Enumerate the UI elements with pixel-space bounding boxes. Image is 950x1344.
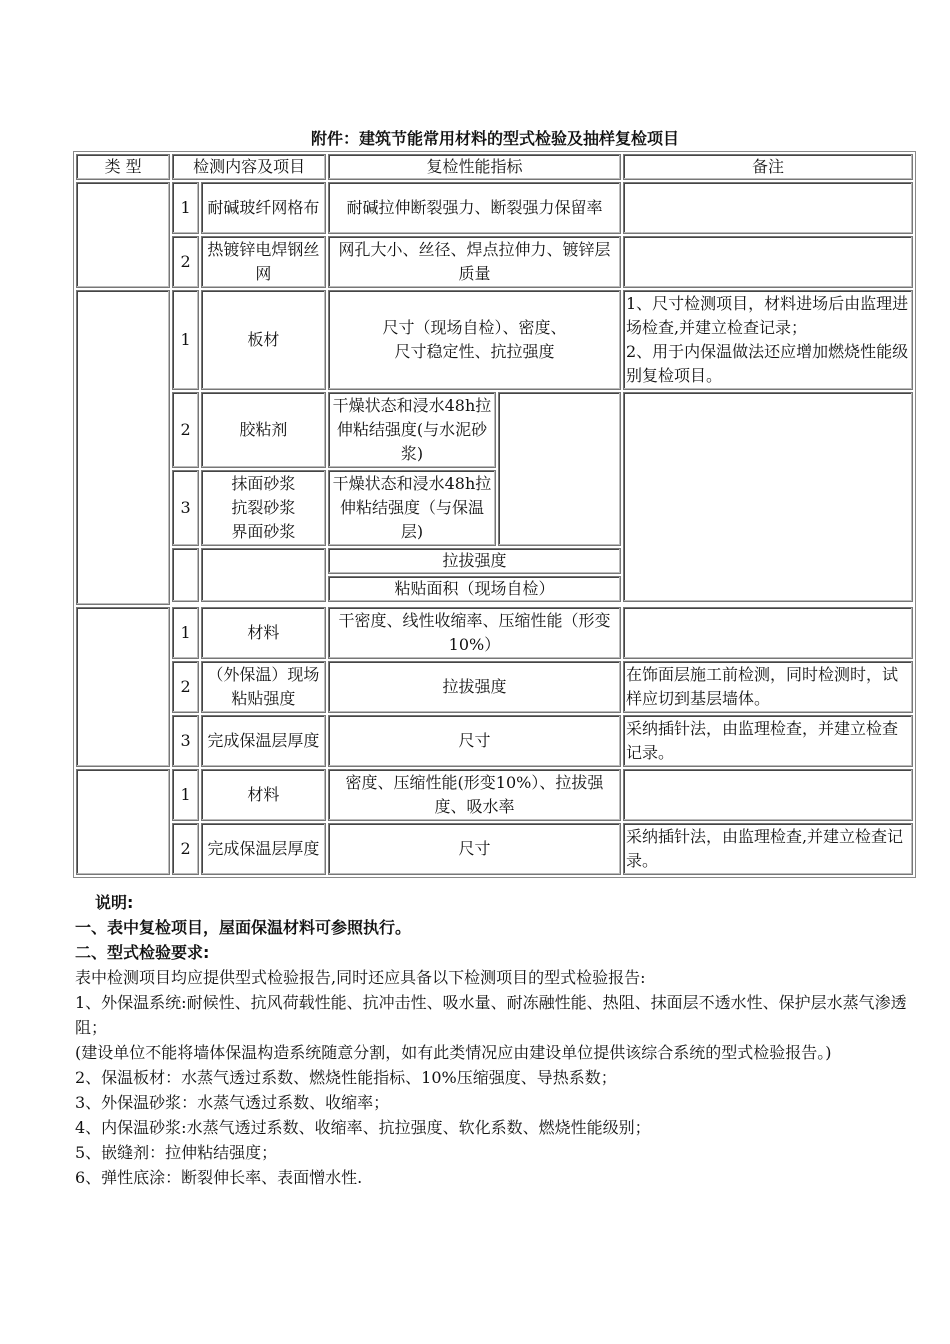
item-cell: 热镀锌电焊钢丝网 bbox=[201, 236, 326, 288]
note-paragraph: 表中检测项目均应提供型式检验报告,同时还应具备以下检测项目的型式检验报告: bbox=[75, 968, 646, 987]
remark-cell: 采纳插针法，由监理检查,并建立检查记录。 bbox=[623, 823, 913, 875]
table-row bbox=[76, 607, 913, 659]
row-number: 1 bbox=[172, 290, 199, 390]
indicator-cell: 干燥状态和浸水48h拉伸粘结强度（与保温层) bbox=[328, 470, 496, 546]
item-cell: 抹面砂浆 抗裂砂浆 界面砂浆 bbox=[201, 470, 326, 546]
row-number: 1 bbox=[172, 182, 199, 234]
row-number: 2 bbox=[172, 392, 199, 468]
empty-cell bbox=[498, 392, 621, 546]
document-title: 附件：建筑节能常用材料的型式检验及抽样复检项目 bbox=[310, 129, 679, 148]
item-cell: （外保温）现场粘贴强度 bbox=[201, 661, 326, 713]
note-paragraph: (建设单位不能将墙体保温构造系统随意分割，如有此类情况应由建设单位提供该综合系统的型式检验报告。) bbox=[75, 1043, 832, 1062]
note-paragraph: 1、外保温系统:耐候性、抗风荷载性能、抗冲击性、吸水量、耐冻融性能、热阻、抹面层不透水性、保护层水蒸气渗透阻； bbox=[75, 993, 907, 1037]
item-cell: 材料 bbox=[201, 607, 326, 659]
row-number: 3 bbox=[172, 715, 199, 767]
indicator-cell: 拉拔强度 bbox=[328, 661, 621, 713]
note-paragraph: 6、弹性底涂：断裂伸长率、表面憎水性. bbox=[75, 1168, 363, 1187]
indicator-cell: 尺寸（现场自检）、密度、 尺寸稳定性、抗拉强度 bbox=[328, 290, 621, 390]
table-row bbox=[76, 769, 913, 821]
note-heading-1: 一、表中复检项目，屋面保温材料可参照执行。 bbox=[75, 918, 412, 937]
item-cell: 胶粘剂 bbox=[201, 392, 326, 468]
table-row bbox=[76, 236, 913, 288]
remark-cell bbox=[623, 392, 913, 602]
table-row bbox=[76, 182, 913, 234]
note-paragraph: 2、保温板材：水蒸气透过系数、燃烧性能指标、10%压缩强度、导热系数； bbox=[75, 1068, 617, 1087]
row-number: 2 bbox=[172, 661, 199, 713]
type-cell bbox=[76, 290, 170, 605]
indicator-cell: 密度、压缩性能(形变10%）、拉拔强度、吸水率 bbox=[328, 769, 621, 821]
table-row bbox=[76, 661, 913, 713]
table-row bbox=[76, 715, 913, 767]
indicator-cell: 尺寸 bbox=[328, 823, 621, 875]
remark-cell: 1、尺寸检测项目，材料进场后由监理进场检查,并建立检查记录； 2、用于内保温做法还应增加燃烧性能级别复检项目。 bbox=[623, 290, 913, 390]
row-number: 1 bbox=[172, 607, 199, 659]
note-paragraph: 5、嵌缝剂：拉伸粘结强度； bbox=[75, 1143, 278, 1162]
remark-cell: 采纳插针法，由监理检查，并建立检查记录。 bbox=[623, 715, 913, 767]
item-cell: 完成保温层厚度 bbox=[201, 823, 326, 875]
type-cell bbox=[76, 182, 170, 288]
table-row bbox=[76, 604, 913, 605]
table-row bbox=[76, 392, 913, 468]
remark-cell bbox=[623, 182, 913, 234]
row-number: 1 bbox=[172, 769, 199, 821]
table-row bbox=[76, 290, 913, 390]
item-cell bbox=[201, 548, 326, 602]
row-number: 2 bbox=[172, 823, 199, 875]
header-remarks: 备注 bbox=[623, 154, 913, 180]
indicator-cell: 干密度、线性收缩率、压缩性能（形变10%） bbox=[328, 607, 621, 659]
remark-cell bbox=[623, 236, 913, 288]
remark-cell bbox=[623, 607, 913, 659]
table-row bbox=[76, 823, 913, 875]
inspection-table bbox=[73, 151, 916, 878]
table-header-row bbox=[76, 154, 913, 180]
indicator-cell: 拉拔强度 bbox=[328, 548, 621, 574]
row-number bbox=[172, 548, 199, 602]
indicator-cell: 干燥状态和浸水48h拉伸粘结强度(与水泥砂浆) bbox=[328, 392, 496, 468]
note-heading-2: 二、型式检验要求: bbox=[75, 943, 210, 962]
header-items: 检测内容及项目 bbox=[172, 154, 326, 180]
notes-heading: 说明: bbox=[95, 893, 134, 912]
remark-cell bbox=[623, 769, 913, 821]
note-paragraph: 3、外保温砂浆：水蒸气透过系数、收缩率； bbox=[75, 1093, 390, 1112]
notes-section bbox=[75, 890, 925, 1190]
type-cell bbox=[76, 769, 170, 875]
item-cell: 完成保温层厚度 bbox=[201, 715, 326, 767]
remark-cell: 在饰面层施工前检测，同时检测时，试样应切到基层墙体。 bbox=[623, 661, 913, 713]
indicator-cell: 尺寸 bbox=[328, 715, 621, 767]
header-indicators: 复检性能指标 bbox=[328, 154, 621, 180]
type-cell bbox=[76, 607, 170, 767]
note-paragraph: 4、内保温砂浆:水蒸气透过系数、收缩率、抗拉强度、软化系数、燃烧性能级别； bbox=[75, 1118, 651, 1137]
indicator-cell: 网孔大小、丝径、焊点拉伸力、镀锌层质量 bbox=[328, 236, 621, 288]
row-number: 2 bbox=[172, 236, 199, 288]
indicator-cell: 耐碱拉伸断裂强力、断裂强力保留率 bbox=[328, 182, 621, 234]
item-cell: 板材 bbox=[201, 290, 326, 390]
header-type: 类 型 bbox=[76, 154, 170, 180]
item-cell: 耐碱玻纤网格布 bbox=[201, 182, 326, 234]
row-number: 3 bbox=[172, 470, 199, 546]
indicator-cell: 粘贴面积（现场自检） bbox=[328, 576, 621, 602]
item-cell: 材料 bbox=[201, 769, 326, 821]
